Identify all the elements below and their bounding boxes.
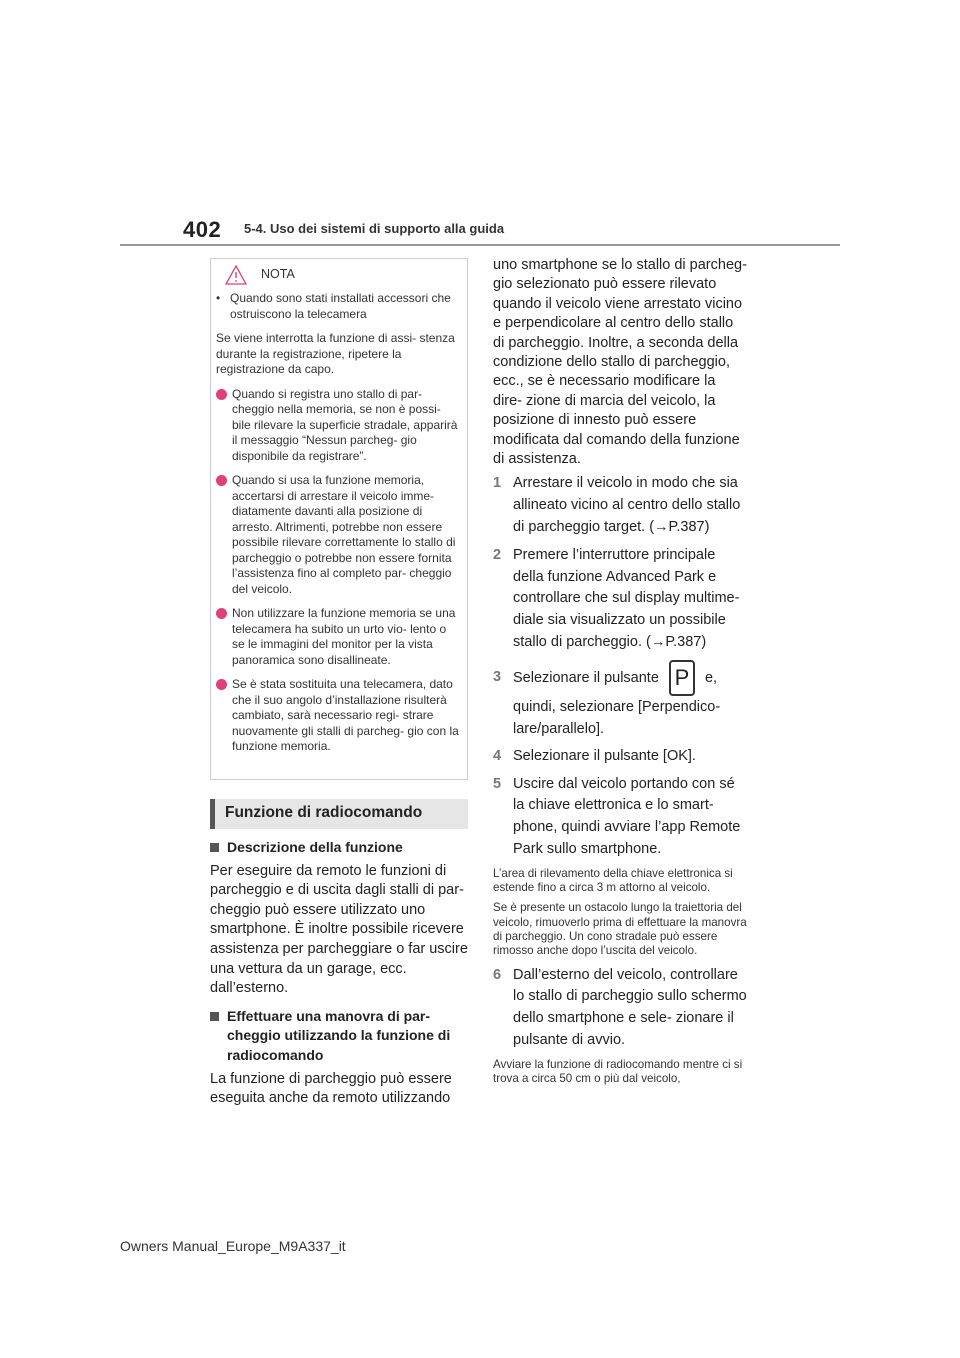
step-item: 6 Dall’esterno del veicolo, controllare lo stallo di parcheggio sullo schermo dello smartphone e sele- zionare il pulsante di avvio. bbox=[493, 966, 747, 1048]
header-divider bbox=[120, 244, 840, 246]
note-dot-item: Se è stata sostituita una telecamera, dato che il suo angolo d’installazione risulterà cambiato, sarà necessario regi- strare nuovamente gli stalli di parcheg- gio con la funzione memoria. bbox=[216, 677, 461, 755]
remote-park-icon: P bbox=[669, 660, 695, 696]
section-title: 5-4. Uso dei sistemi di supporto alla guida bbox=[244, 221, 505, 236]
note-bullet-item: • Quando sono stati installati accessori che ostruiscono la telecamera bbox=[216, 291, 451, 321]
step-item: 2 Premere l’interruttore principale della funzione Advanced Park e controllare che sul display multime- diale sia visualizzato un possibile stallo di parcheggio. (→P.387) bbox=[493, 546, 740, 651]
step-item: 1 Arrestare il veicolo in modo che sia allineato vicino al centro dello stallo di parcheggio target. (→P.387) bbox=[493, 475, 741, 536]
warning-icon bbox=[225, 265, 247, 285]
page-number: 402 bbox=[183, 217, 222, 242]
small-note: L’area di rilevamento della chiave elettronica si estende fino a circa 3 m attorno al veicolo. bbox=[493, 866, 733, 895]
bullet-dot-icon bbox=[216, 389, 227, 400]
square-bullet-icon bbox=[210, 843, 219, 852]
note-label: NOTA bbox=[261, 267, 295, 281]
paragraph: Per eseguire da remoto le funzioni di parcheggio e di uscita dagli stalli di par- cheggio può essere utilizzato uno smartphone. È inoltre possibile ricevere assistenza per parcheggiare o far uscire una vettura da un garage, ecc. dall’esterno. bbox=[210, 862, 468, 997]
bullet-dot-icon bbox=[216, 679, 227, 690]
bullet-dot-icon bbox=[216, 608, 227, 619]
left-column-text bbox=[210, 838, 468, 1117]
note-dot-item: Quando si usa la funzione memoria, accertarsi di arrestare il veicolo imme- diatamente davanti alla posizione di arresto. Altrimenti, potrebbe non essere possibile rilevare correttamente lo stallo di parcheggio o potrebbe non essere fornita l’assistenza fino al completo par- cheggio del veicolo. bbox=[216, 473, 461, 597]
note-box bbox=[210, 258, 468, 780]
square-bullet-icon bbox=[210, 1012, 219, 1021]
radio-section-heading: Funzione di radiocomando bbox=[210, 799, 468, 829]
note-dot-item: Non utilizzare la funzione memoria se una telecamera ha subito un urto vio- lento o se le immagini del monitor per la vista panoramica sono disallineate. bbox=[216, 606, 461, 668]
footer-text: Owners Manual_Europe_M9A337_it bbox=[120, 1238, 346, 1254]
note-header bbox=[211, 259, 467, 289]
subheading-maneuver: Effettuare una manovra di par- cheggio utilizzando la funzione di radiocomando bbox=[210, 1007, 468, 1066]
note-dot-item: Quando si registra uno stallo di par- cheggio nella memoria, se non è possi- bile rilevare la superficie stradale, apparirà il messaggio “Nessun parcheg- gio disponibile da registrare”. bbox=[216, 387, 461, 465]
paragraph: La funzione di parcheggio può essere eseguita anche da remoto utilizzando bbox=[210, 1070, 452, 1107]
paragraph-continued: uno smartphone se lo stallo di parcheg- gio selezionato può essere rilevato quando il veicolo viene arrestato vicino e perpendicolare al centro dello stallo di parcheggio. Inoltre, a seconda della condizione dello stallo di parcheggio, ecc., se è necessario modificare la dire- zione di marcia del veicolo, la posizione di innesto può essere modificata dal comando della funzione di assistenza. bbox=[493, 257, 747, 468]
note-paragraph: Se viene interrotta la funzione di assi- stenza durante la registrazione, ripetere la registrazione da capo. bbox=[216, 331, 455, 376]
bullet-dot-icon bbox=[216, 475, 227, 486]
small-note: Avviare la funzione di radiocomando mentre ci si trova a circa 50 cm o più dal veicolo, bbox=[493, 1057, 743, 1086]
step-item: 4 Selezionare il pulsante [OK]. bbox=[493, 747, 696, 764]
step-item: 3 Selezionare il pulsante P e, quindi, selezionare [Perpendico- lare/parallelo]. bbox=[493, 660, 748, 740]
step-item: 5 Uscire dal veicolo portando con sé la chiave elettronica e lo smart- phone, quindi avviare l’app Remote Park sullo smartphone. bbox=[493, 775, 741, 858]
right-column-text bbox=[493, 256, 748, 1092]
note-body bbox=[216, 291, 461, 764]
subheading-description: Descrizione della funzione bbox=[210, 838, 468, 858]
small-note: Se è presente un ostacolo lungo la traiettoria del veicolo, rimuoverlo prima di effettuare la manovra di parcheggio. Un cono stradale può essere rimosso anche dopo l’uscita del veicolo. bbox=[493, 901, 747, 958]
